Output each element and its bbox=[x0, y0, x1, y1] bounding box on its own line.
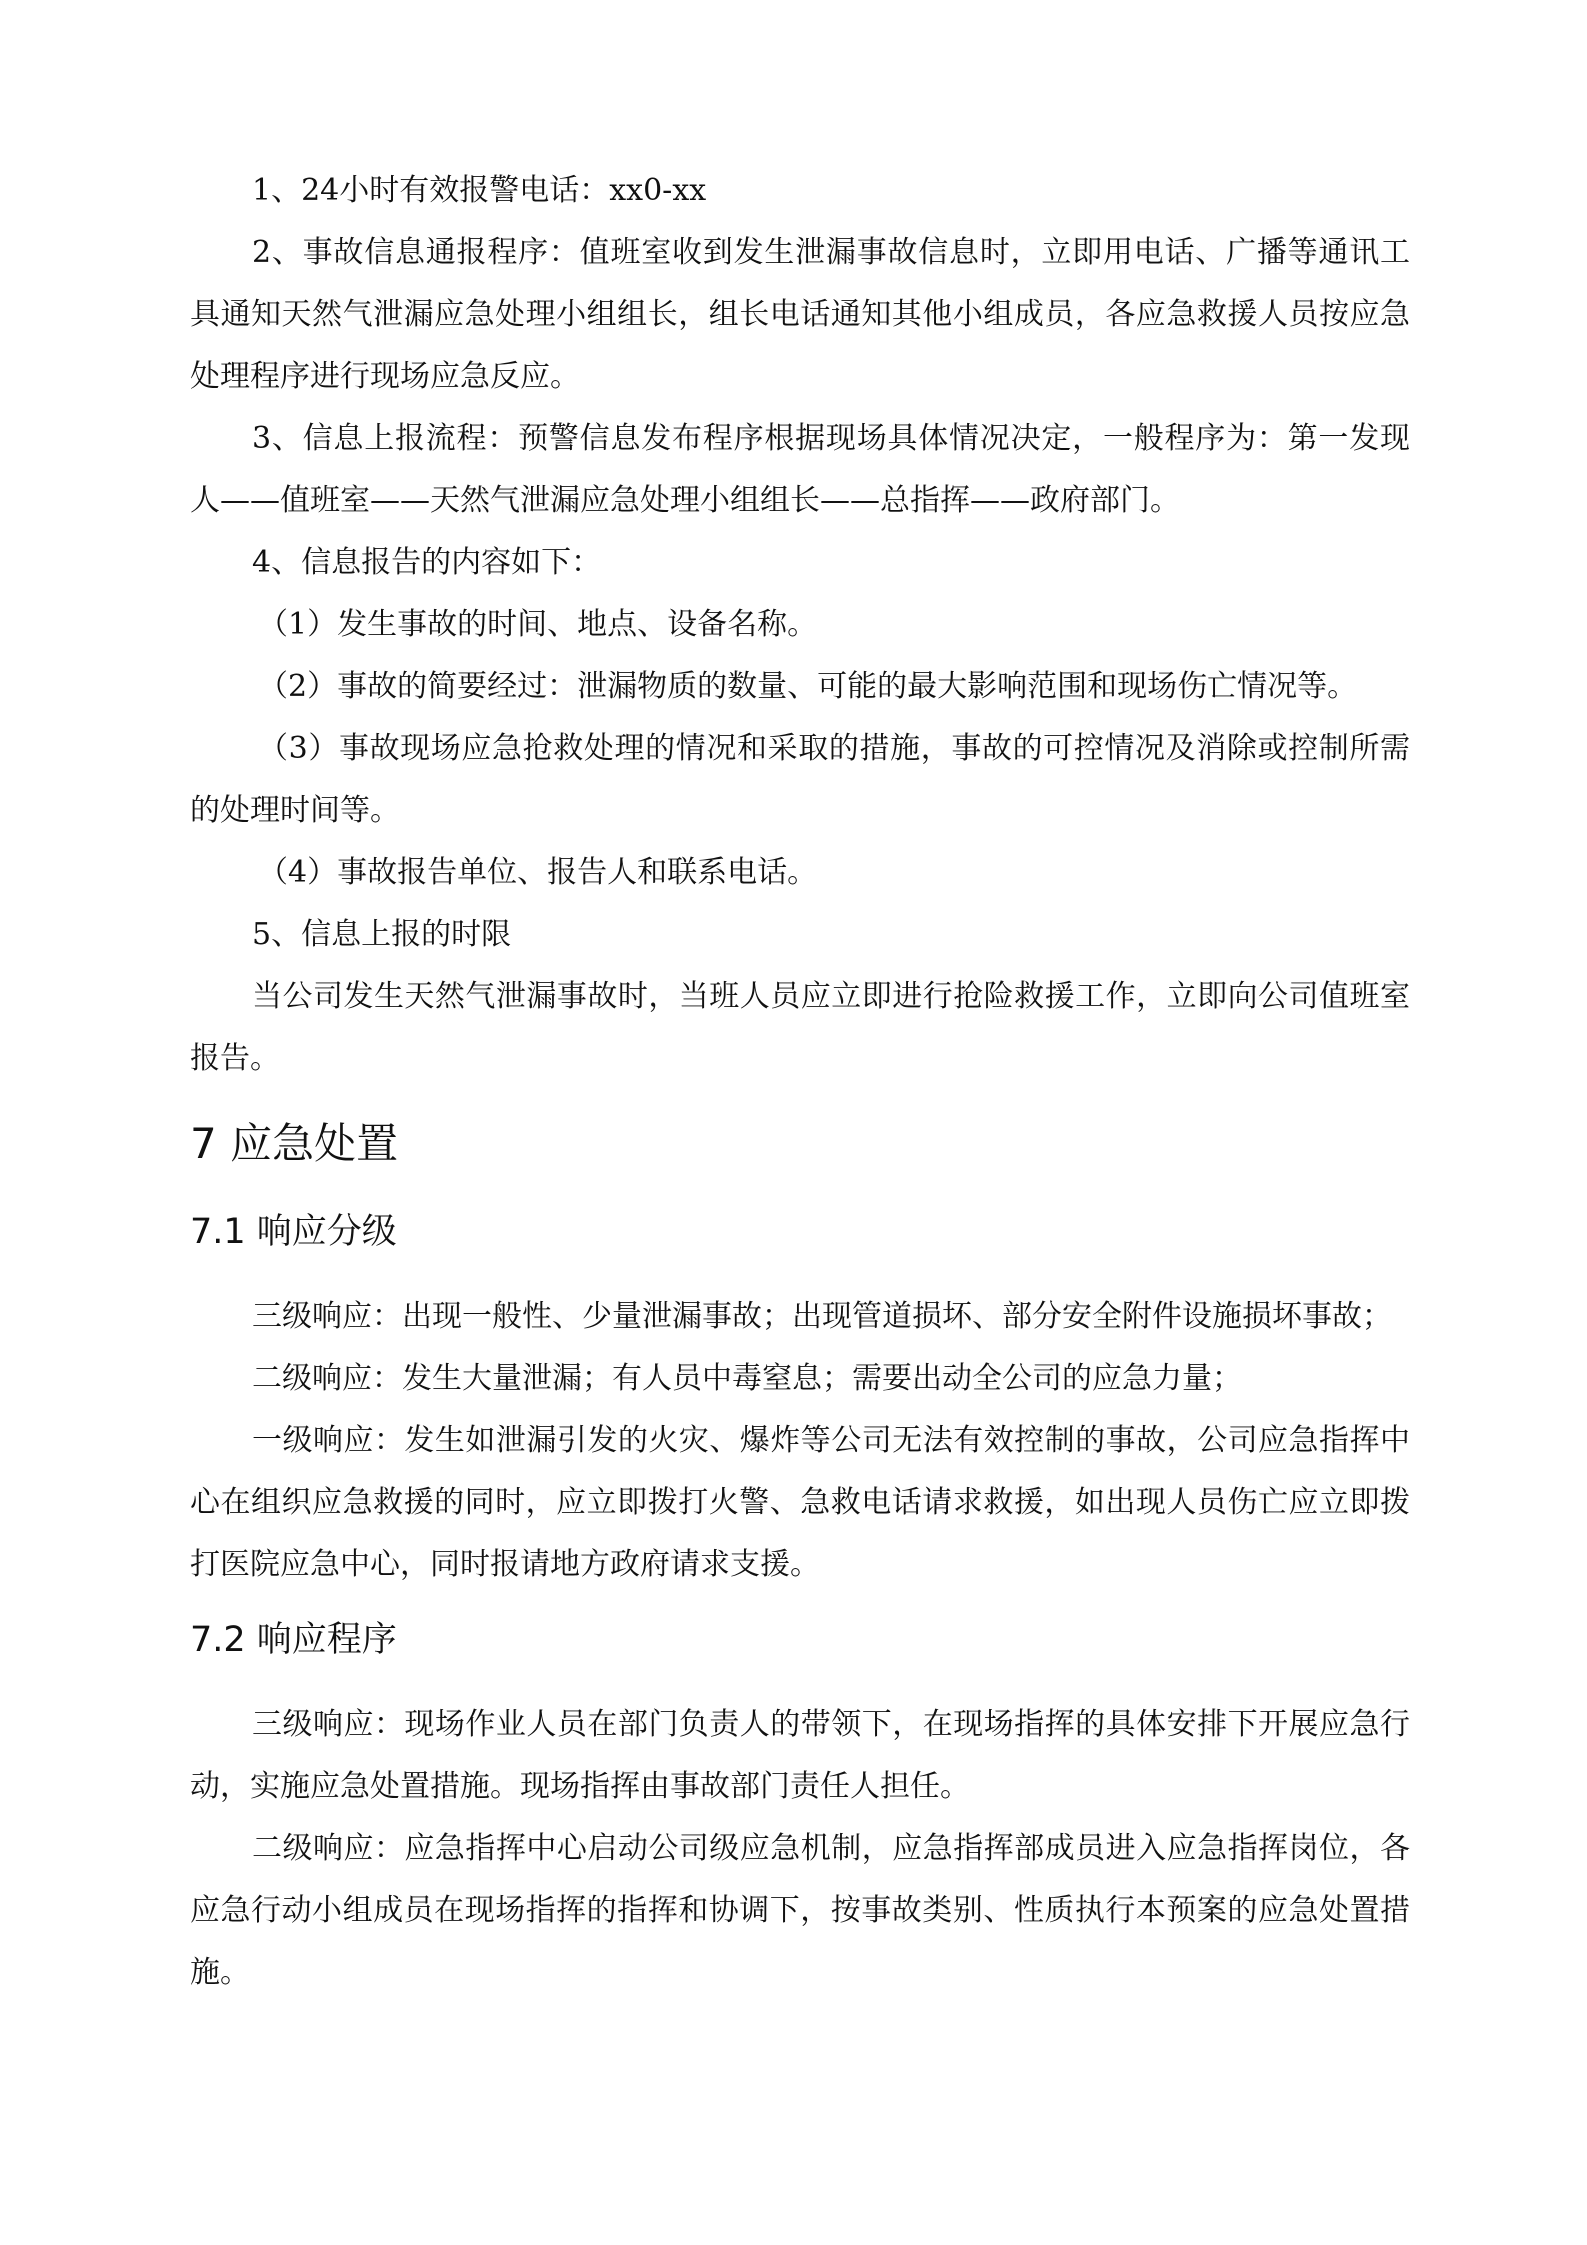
paragraph-level-3: 三级响应：出现一般性、少量泄漏事故；出现管道损坏、部分安全附件设施损坏事故； bbox=[252, 1299, 1392, 1334]
list-item-4: （4）事故报告单位、报告人和联系电话。 bbox=[258, 855, 818, 890]
paragraph-report-content: 4、信息报告的内容如下： bbox=[252, 545, 602, 580]
list-item-2: （2）事故的简要经过：泄漏物质的数量、可能的最大影响范围和现场伤亡情况等。 bbox=[258, 669, 1358, 704]
paragraph-report-deadline: 5、信息上报的时限 bbox=[252, 917, 512, 952]
section-heading-7-1: 7.1 响应分级 bbox=[190, 1212, 397, 1252]
paragraph-alarm-phone: 1、24小时有效报警电话：xx0-xx bbox=[252, 173, 707, 208]
document-page bbox=[190, 160, 1410, 2004]
paragraph-procedure-level-2: 二级响应：应急指挥中心启动公司级应急机制，应急指挥部成员进入应急指挥岗位，各应急行动小组成员在现场指挥的指挥和协调下，按事故类别、性质执行本预案的应急处置措施。 bbox=[190, 1831, 1410, 1990]
paragraph-report-flow: 3、信息上报流程：预警信息发布程序根据现场具体情况决定，一般程序为：第一发现人——值班室——天然气泄漏应急处理小组组长——总指挥——政府部门。 bbox=[190, 421, 1410, 518]
paragraph-level-1: 一级响应：发生如泄漏引发的火灾、爆炸等公司无法有效控制的事故，公司应急指挥中心在组织应急救援的同时，应立即拨打火警、急救电话请求救援，如出现人员伤亡应立即拨打医院应急中心，同时报请地方政府请求支援。 bbox=[190, 1423, 1410, 1582]
paragraph-level-2: 二级响应：发生大量泄漏；有人员中毒窒息；需要出动全公司的应急力量； bbox=[252, 1361, 1242, 1396]
section-heading-7: 7 应急处置 bbox=[190, 1119, 399, 1168]
paragraph-report-to-duty-room: 当公司发生天然气泄漏事故时，当班人员应立即进行抢险救援工作，立即向公司值班室报告。 bbox=[190, 979, 1410, 1076]
list-item-1: （1）发生事故的时间、地点、设备名称。 bbox=[258, 607, 818, 642]
paragraph-procedure-level-3: 三级响应：现场作业人员在部门负责人的带领下，在现场指挥的具体安排下开展应急行动，实施应急处置措施。现场指挥由事故部门责任人担任。 bbox=[190, 1707, 1410, 1804]
paragraph-notification-procedure: 2、事故信息通报程序：值班室收到发生泄漏事故信息时，立即用电话、广播等通讯工具通知天然气泄漏应急处理小组组长，组长电话通知其他小组成员，各应急救援人员按应急处理程序进行现场应急反应。 bbox=[190, 235, 1410, 394]
section-heading-7-2: 7.2 响应程序 bbox=[190, 1620, 397, 1660]
list-item-3: （3）事故现场应急抢救处理的情况和采取的措施，事故的可控情况及消除或控制所需的处理时间等。 bbox=[190, 731, 1410, 828]
